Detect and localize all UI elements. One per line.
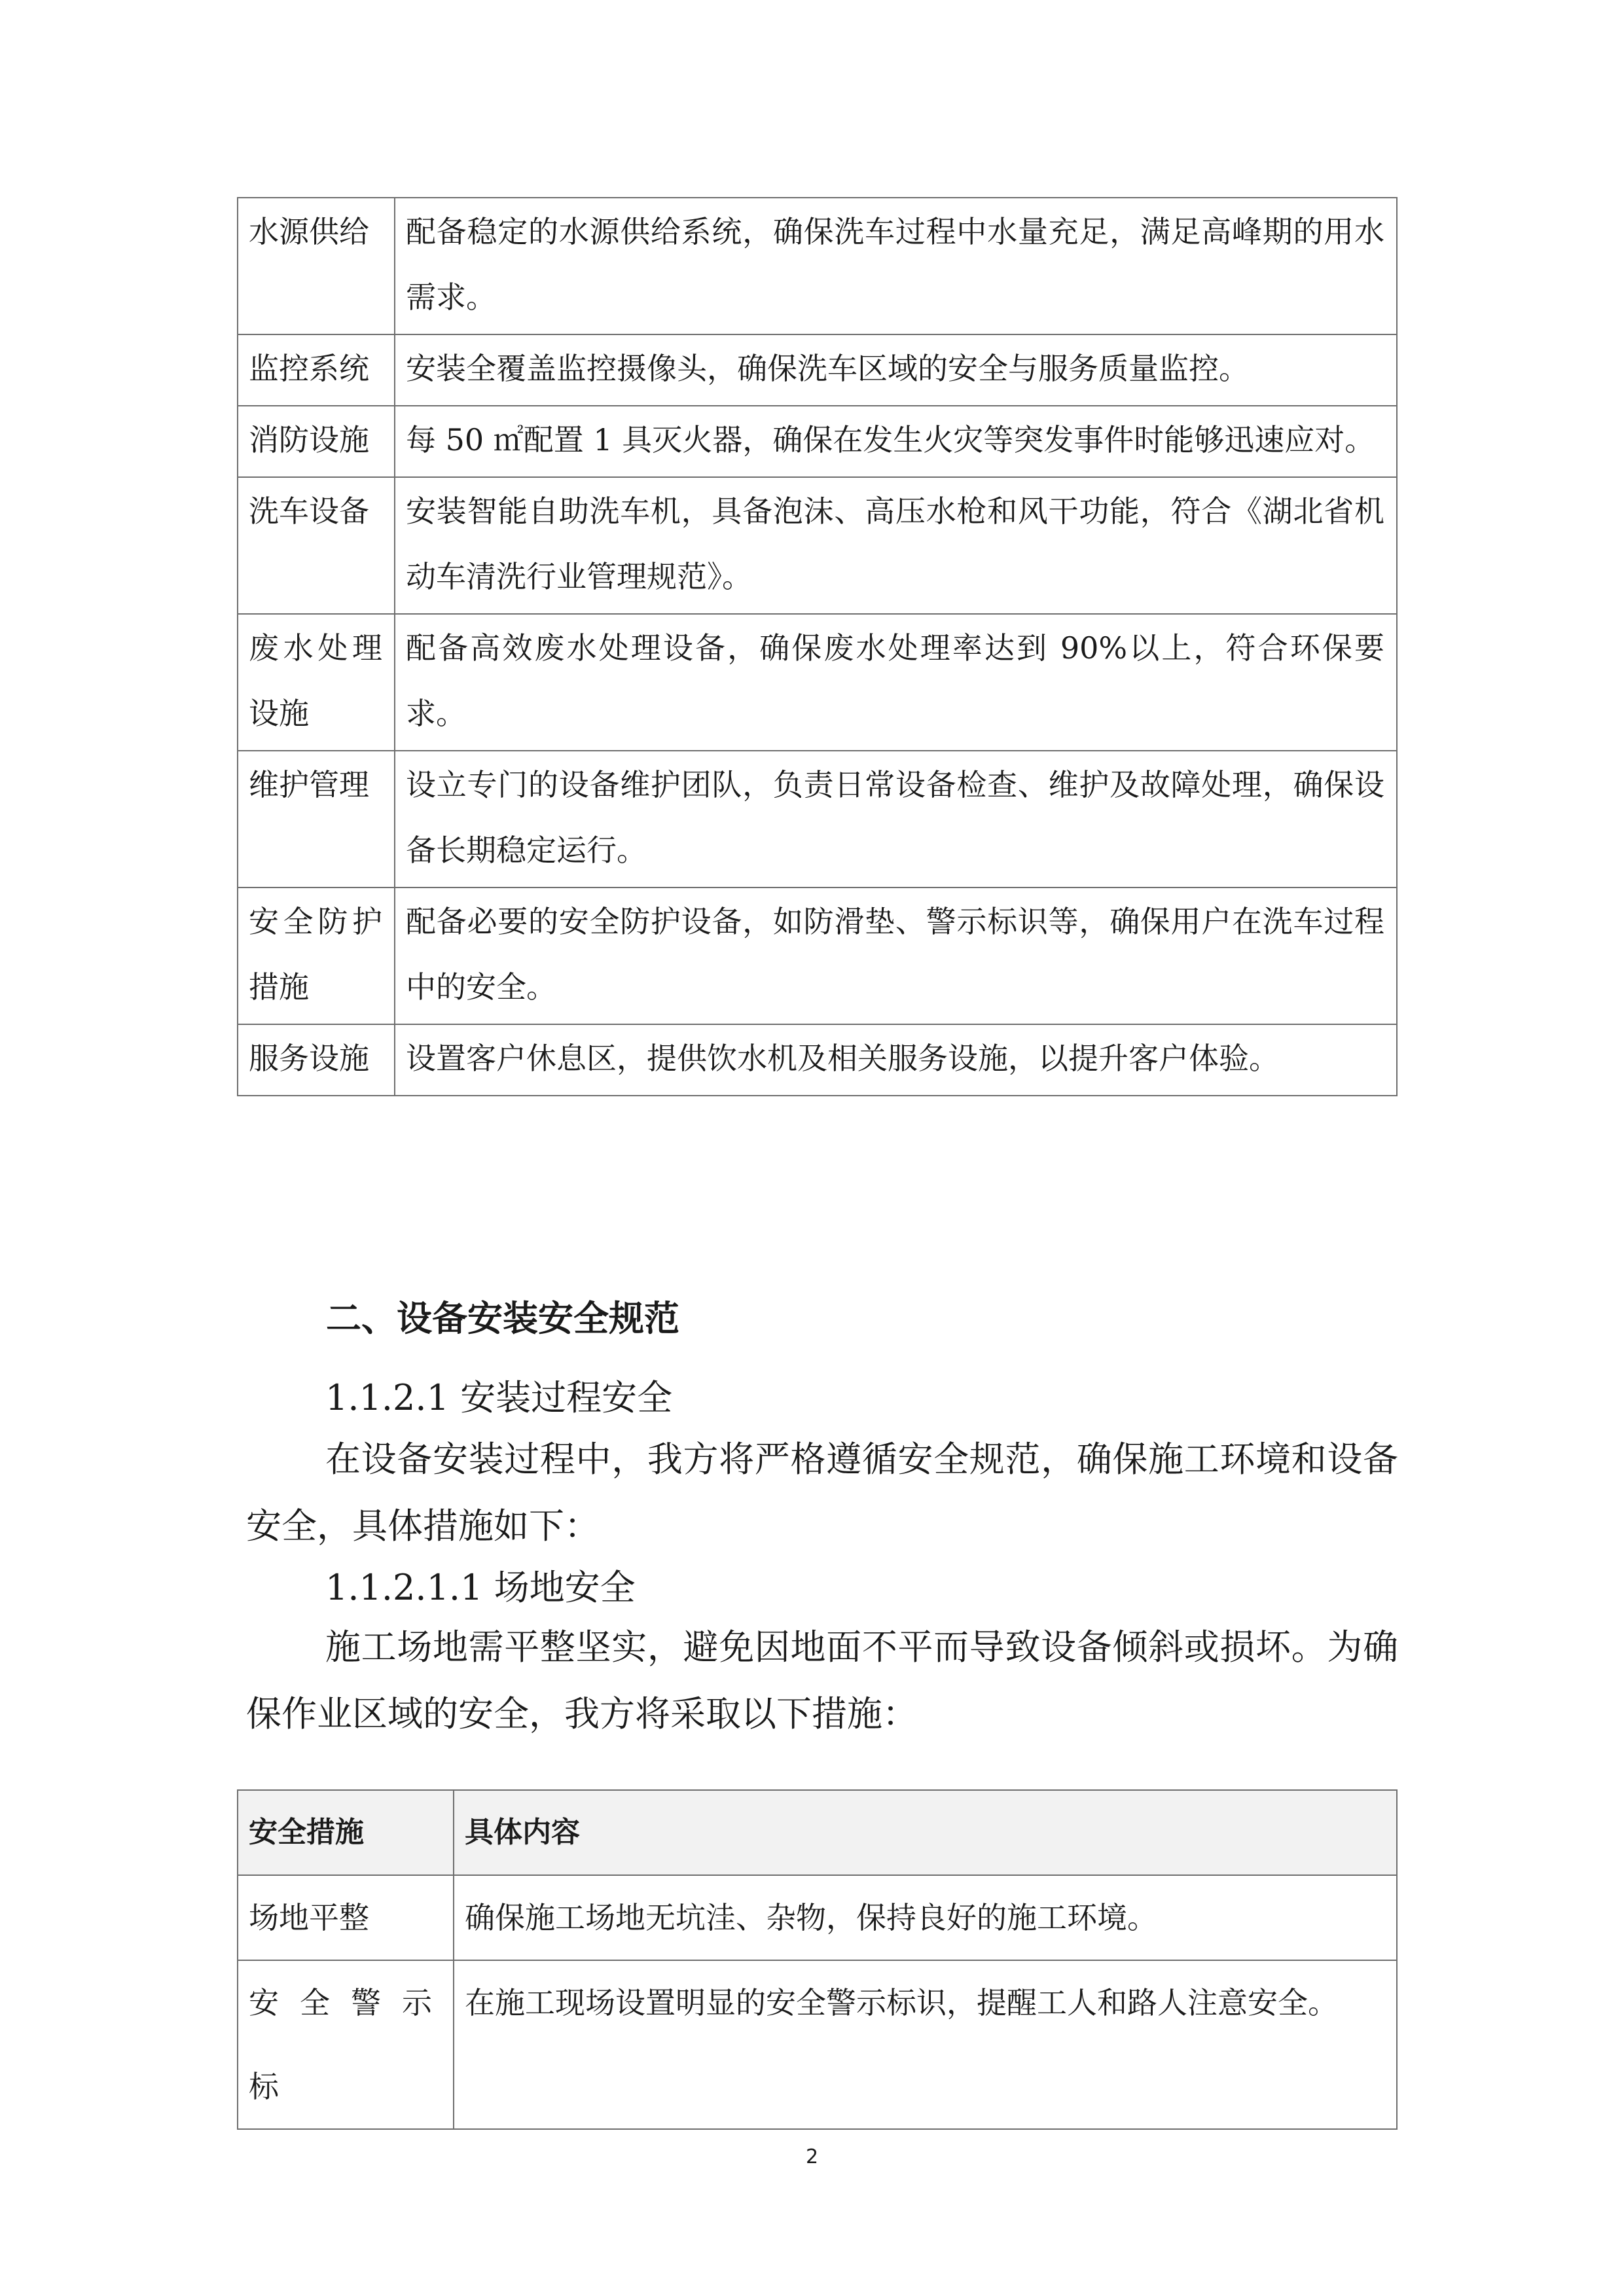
table-row — [238, 751, 1397, 888]
section-heading: 二、设备安装安全规范 — [326, 1298, 679, 1339]
column-header: 具体内容 — [454, 1790, 1397, 1875]
facility-item: 服务设施 — [238, 1024, 395, 1096]
measure-description: 确保施工场地无坑洼、杂物，保持良好的施工环境。 — [454, 1875, 1397, 1960]
measure-description: 在施工现场设置明显的安全警示标识，提醒工人和路人注意安全。 — [454, 1960, 1397, 2129]
facility-item: 维护管理 — [238, 751, 395, 888]
subsection-title: 1.1.2.1.1 场地安全 — [325, 1567, 636, 1608]
column-header: 安全措施 — [238, 1790, 454, 1875]
table-row — [238, 888, 1397, 1024]
body-paragraph: 在设备安装过程中，我方将严格遵循安全规范，确保施工环境和设备安全，具体措施如下： — [246, 1439, 1398, 1547]
table-row — [238, 406, 1397, 477]
facility-item: 安全防护措施 — [238, 888, 395, 1024]
equipment-facilities-table — [237, 197, 1398, 1096]
body-paragraph: 施工场地需平整坚实，避免因地面不平而导致设备倾斜或损坏。为确保作业区域的安全，我方将采取以下措施： — [246, 1626, 1398, 1734]
facility-item: 废水处理设施 — [238, 614, 395, 751]
facility-description: 设立专门的设备维护团队，负责日常设备检查、维护及故障处理，确保设备长期稳定运行。 — [395, 751, 1397, 888]
site-safety-table — [237, 1789, 1398, 2130]
table-row — [238, 1875, 1397, 1960]
facility-item: 洗车设备 — [238, 477, 395, 614]
table-row — [238, 477, 1397, 614]
facility-item: 监控系统 — [238, 334, 395, 406]
table-row — [238, 198, 1397, 334]
table-row — [238, 334, 1397, 406]
facility-description: 每 50 ㎡配置 1 具灭火器，确保在发生火灾等突发事件时能够迅速应对。 — [395, 406, 1397, 477]
measure-item: 场地平整 — [238, 1875, 454, 1960]
facility-item: 消防设施 — [238, 406, 395, 477]
facility-description: 安装智能自助洗车机，具备泡沫、高压水枪和风干功能，符合《湖北省机动车清洗行业管理规范》。 — [395, 477, 1397, 614]
facility-description: 配备高效废水处理设备，确保废水处理率达到 90%以上，符合环保要求。 — [395, 614, 1397, 751]
table-header-row — [238, 1790, 1397, 1875]
facility-description: 设置客户休息区，提供饮水机及相关服务设施，以提升客户体验。 — [395, 1024, 1397, 1096]
facility-description: 安装全覆盖监控摄像头，确保洗车区域的安全与服务质量监控。 — [395, 334, 1397, 406]
facility-description: 配备稳定的水源供给系统，确保洗车过程中水量充足，满足高峰期的用水需求。 — [395, 198, 1397, 334]
table-row — [238, 1024, 1397, 1096]
subsection-title: 1.1.2.1 安装过程安全 — [325, 1377, 673, 1418]
measure-item: 安全警示标 — [238, 1960, 454, 2129]
facility-description: 配备必要的安全防护设备，如防滑垫、警示标识等，确保用户在洗车过程中的安全。 — [395, 888, 1397, 1024]
facility-item: 水源供给 — [238, 198, 395, 334]
table-row — [238, 1960, 1397, 2129]
page-number: 2 — [805, 2145, 819, 2168]
table-row — [238, 614, 1397, 751]
